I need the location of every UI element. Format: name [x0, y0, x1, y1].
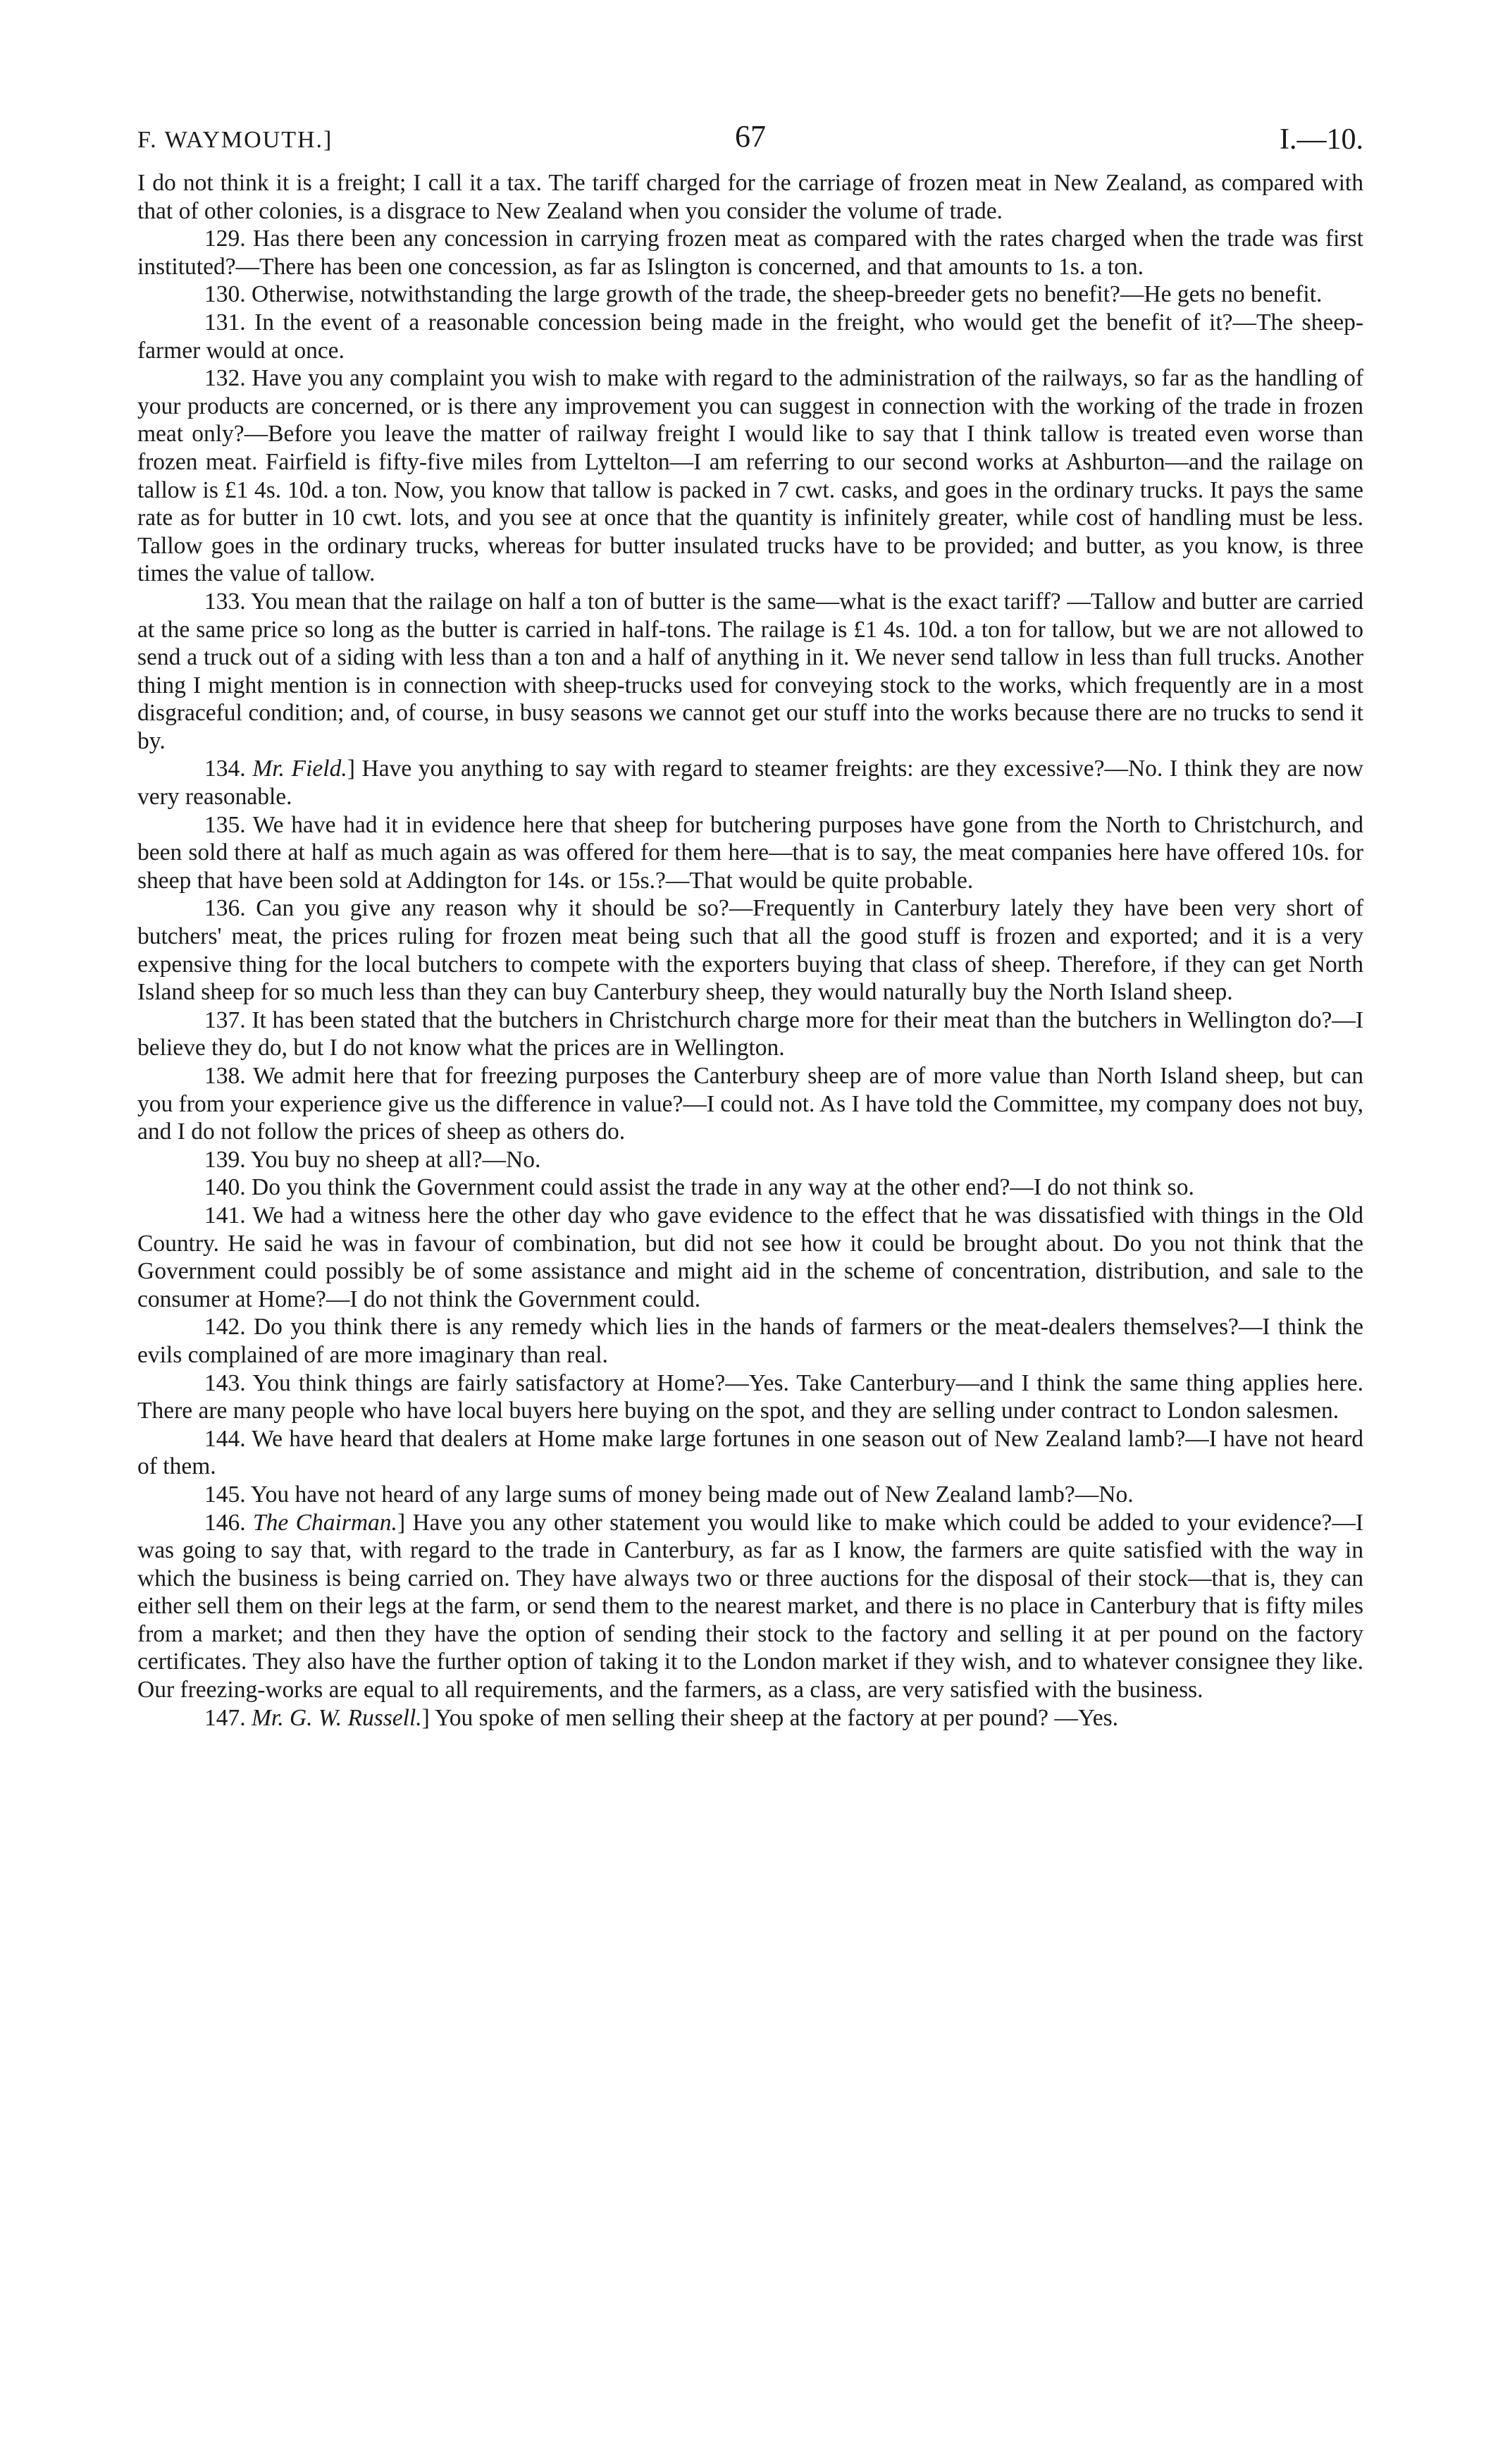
paragraph: 140. Do you think the Government could assist the trade in any way at the other end?—I do not think so. [204, 1174, 1194, 1201]
paragraph: I do not think it is a freight; I call it a tax. The tariff charged for the carriage of frozen meat in New Zealand, as compared with that of other colonies, is a disgrace to New Zealand when you consider the volume of trade. [137, 170, 1363, 224]
paragraph: 136. Can you give any reason why it should be so?—Frequently in Canterbury lately they have been very short of butchers' meat, the prices ruling for frozen meat being such that all the good stuff is frozen and exported; and it is a very expensive thing for the local butchers to compete with the exporters buying that class of sheep. Therefore, if they can get North Island sheep for so much less than they can buy Canterbury sheep, they would naturally buy the North Island sheep. [137, 895, 1363, 1006]
speaker-name: Mr. Field. [252, 756, 347, 782]
paragraph: 137. It has been stated that the butchers in Christchurch charge more for their meat than the butchers in Wellington do?—I believe they do, but I do not know what the prices are in Wellington. [137, 1006, 1363, 1061]
paragraph: 131. In the event of a reasonable concession being made in the freight, who would get the benefit of it?—The sheep-farmer would at once. [137, 309, 1363, 364]
paragraph: 144. We have heard that dealers at Home make large fortunes in one season out of New Zealand lamb?—I have not heard of them. [137, 1425, 1363, 1480]
document-page [137, 113, 1363, 1732]
page-header [137, 113, 1363, 162]
paragraph: 129. Has there been any concession in carrying frozen meat as compared with the rates charged when the trade was first instituted?—There has been one concession, as far as Islington is concerned, and that amounts to 1s. a ton. [137, 226, 1363, 280]
paragraph: 141. We had a witness here the other day who gave evidence to the effect that he was dissatisfied with things in the Old Country. He said he was in favour of combination, but did not see how it could be brought about. Do you not think that the Government could possibly be of some assistance and might aid in the scheme of concentration, distribution, and sale to the consumer at Home?—I do not think the Government could. [137, 1202, 1363, 1312]
paragraph: 135. We have had it in evidence here that sheep for butchering purposes have gone from the North to Christchurch, and been sold there at half as much again as was offered for them here—that is to say, the meat companies here have offered 10s. for sheep that have been sold at Addington for 14s. or 15s.?—That would be quite probable. [137, 811, 1363, 894]
paragraph: 147. Mr. G. W. Russell.] You spoke of men selling their sheep at the factory at per pound? —Yes. [204, 1704, 1119, 1731]
paragraph: 139. You buy no sheep at all?—No. [204, 1146, 541, 1173]
speaker-name: Mr. G. W. Russell. [252, 1704, 422, 1731]
paragraph: 143. You think things are fairly satisfactory at Home?—Yes. Take Canterbury—and I think the same thing applies here. There are many people who have local buyers here buying on the spot, and they are selling under contract to London salesmen. [137, 1369, 1363, 1424]
paragraph: 146. The Chairman.] Have you any other statement you would like to make which could be added to your evidence?—I was going to say that, with regard to the trade in Canterbury, as far as I know, the farmers are quite satisfied with the way in which the business is being carried on. They have always two or three auctions for the disposal of their stock—that is, they can either sell them on their legs at the farm, or send them to the nearest market, and there is no place in Canterbury that is fifty miles from a market; and then they have the option of sending their stock to the factory and selling it at per pound on the factory certificates. They also have the further option of taking it to the London market if they wish, and to whatever consignee they like. Our freezing-works are equal to all requirements, and the farmers, as a class, are very satisfied with the business. [137, 1509, 1364, 1704]
speaker-name: The Chairman. [253, 1509, 397, 1536]
paragraph: 132. Have you any complaint you wish to make with regard to the administration of the railways, so far as the handling of your products are concerned, or is there any improvement you can suggest in connection with the working of the trade in frozen meat only?—Before you leave the matter of railway freight I would like to say that I think tallow is treated even worse than frozen meat. Fairfield is fifty-five miles from Lyttelton—I am referring to our second works at Ashburton—and the railage on tallow is £1 4s. 10d. a ton. Now, you know that tallow is packed in 7 cwt. casks, and goes in the ordinary trucks. It pays the same rate as for butter in 10 cwt. lots, and you see at once that the quantity is infinitely greater, while cost of handling must be less. Tallow goes in the ordinary trucks, whereas for butter insulated trucks have to be provided; and butter, as you know, is three times the value of tallow. [137, 365, 1363, 587]
witness-name-header: F. WAYMOUTH.] [137, 127, 333, 153]
paragraph: 145. You have not heard of any large sums of money being made out of New Zealand lamb?—No. [204, 1481, 1134, 1508]
paragraph: 142. Do you think there is any remedy which lies in the hands of farmers or the meat-dealers themselves?—I think the evils complained of are more imaginary than real. [137, 1314, 1363, 1368]
document-reference: I.—10. [1280, 123, 1363, 156]
paragraph: 134. Mr. Field.] Have you anything to say with regard to steamer freights: are they excessive?—No. I think they are now very reasonable. [137, 756, 1364, 811]
evidence-text [137, 169, 1363, 1732]
paragraph: 133. You mean that the railage on half a ton of butter is the same—what is the exact tariff? —Tallow and butter are carried at the same price so long as the butter is carried in half-tons. The railage is £1 4s. 10d. a ton for tallow, but we are not allowed to send a truck out of a siding with less than a ton and a half of anything in it. We never send tallow in less than full trucks. Another thing I might mention is in connection with sheep-trucks used for conveying stock to the works, which frequently are in a most disgraceful condition; and, of course, in busy seasons we cannot get our stuff into the works because there are no trucks to send it by. [137, 588, 1363, 754]
page-number: 67 [735, 119, 766, 154]
paragraph: 130. Otherwise, notwithstanding the large growth of the trade, the sheep-breeder gets no benefit?—He gets no benefit. [204, 281, 1323, 308]
paragraph: 138. We admit here that for freezing purposes the Canterbury sheep are of more value than North Island sheep, but can you from your experience give us the difference in value?—I could not. As I have told the Committee, my company does not buy, and I do not follow the prices of sheep as others do. [137, 1063, 1363, 1145]
